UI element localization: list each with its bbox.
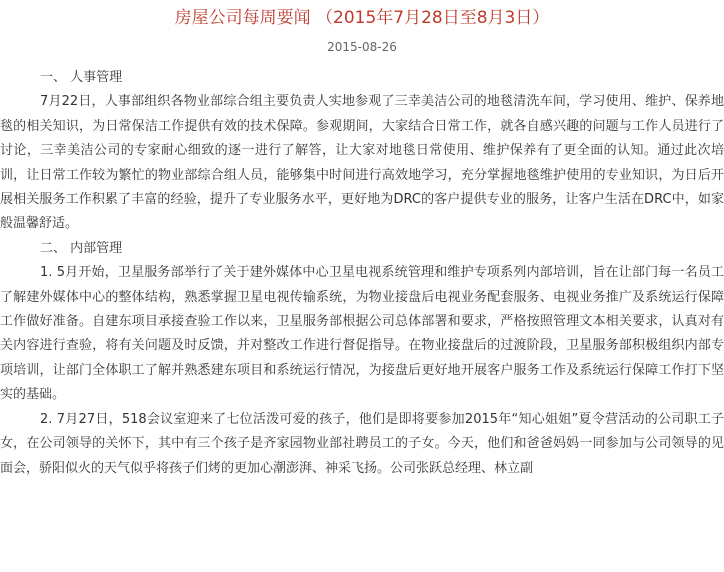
article-body xyxy=(0,66,724,481)
paragraph-satellite-training: 1. 5月开始，卫星服务部举行了关于建外媒体中心卫星电视系统管理和维护专项系列内部培训，旨在让部门每一名员工了解建外媒体中心的整体结构，熟悉掌握卫星电视传输系统，为物业接盘后电视业务配套服务、电视业务推广及系统运行保障工作做好准备。自建东项目承接查验工作以来，卫星服务部根据公司总体部署和要求，严格按照管理文本相关要求，认真对有关内容进行查验，将有关问题及时反馈，并对整改工作进行督促指导。在物业接盘后的过渡阶段，卫星服务部积极组织内部专项培训，让部门全体职工了解并熟悉建东项目和系统运行情况，为接盘后更好地开展客户服务工作及系统运行保障工作打下坚实的基础。 xyxy=(0,265,724,403)
paragraph-personnel-training: 7月22日，人事部组织各物业部综合组主要负责人实地参观了三幸美洁公司的地毯清洗车间，学习使用、维护、保养地毯的相关知识，为日常保洁工作提供有效的技术保障。参观期间，大家结合日常工作，就各自感兴趣的问题与工作人员进行了讨论，三幸美洁公司的专家耐心细致的逐一进行了解答，让大家对地毯日常使用、维护保养有了更全面的认知。通过此次培训，让日常工作较为繁忙的物业部综合组人员，能够集中时间进行高效地学习，充分掌握地毯维护使用的专业知识，为日后开展相关服务工作积累了丰富的经验，提升了专业服务水平，更好地为DRC的客户提供专业的服务，让客户生活在DRC中，如家般温馨舒适。 xyxy=(0,94,724,232)
publish-date: 2015-08-26 xyxy=(327,40,397,54)
paragraph-summer-camp: 2. 7月27日，518会议室迎来了七位活泼可爱的孩子，他们是即将要参加2015年“知心姐姐”夏令营活动的公司职工子女，在公司领导的关怀下，其中有三个孩子是齐家园物业部社聘员工的子女。今天，他们和爸爸妈妈一同参加与公司领导的见面会，骄阳似火的天气似乎将孩子们烤的更加心潮澎湃、神采飞扬。公司张跃总经理、林立副 xyxy=(0,411,724,476)
section-heading-internal: 二、 内部管理 xyxy=(40,240,123,256)
article-title: 房屋公司每周要闻 （2015年7月28日至8月3日） xyxy=(174,8,550,28)
section-heading-personnel: 一、 人事管理 xyxy=(40,70,123,85)
